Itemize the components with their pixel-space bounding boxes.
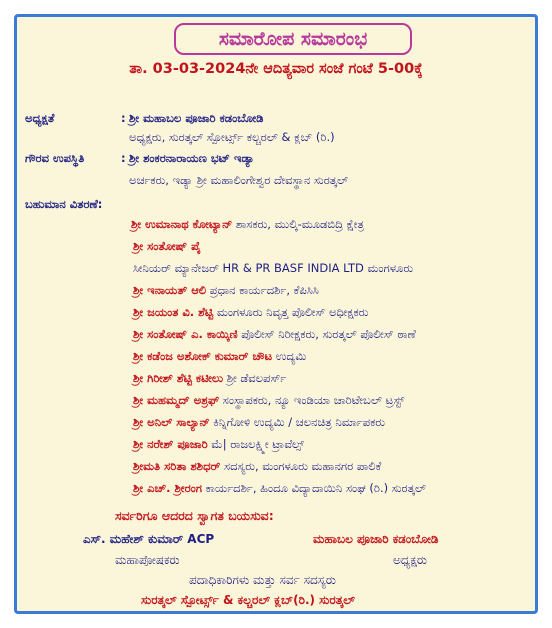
guest-desc: ಕಾರ್ಯದರ್ಶಿ, ಹಿಂದೂ ವಿದ್ಯಾದಾಯಿನಿ ಸಂಘ (ರಿ.) ಸುರತ್ಕಲ್	[201, 481, 427, 495]
guest-desc: ಸೀನಿಯರ್ ಮ್ಯಾನೇಜರ್ HR & PR BASF INDIA LTD ಮಂಗಳೂರು	[133, 261, 414, 275]
host-left-name-line	[83, 532, 214, 547]
guest-name: ಶ್ರೀ ನರೇಶ್ ಪೂಜಾರಿ	[133, 437, 208, 451]
welcome-line: ಸರ್ವರಿಗೂ ಆದರದ ಸ್ವಾಗತ ಬಯಸುವ:	[115, 508, 274, 523]
event-title: ಸಮಾರೋಪ ಸಮಾರಂಭ	[174, 23, 412, 55]
prize-label-row	[17, 197, 535, 217]
honorary-name: ಶ್ರೀ ಶಂಕರನಾರಾಯಣ ಭಟ್ ಇಡ್ಯಾ	[129, 151, 255, 165]
guest-name: ಶ್ರೀ ಜಯಂತ ವಿ. ಶೆಟ್ಟಿ	[133, 305, 214, 319]
guest-entry	[133, 415, 385, 430]
guest-entry	[133, 481, 426, 496]
guest-desc: ಪೊಲೀಸ್ ನಿರೀಕ್ಷಕರು, ಸುರತ್ಕಲ್ ಪೊಲೀಸ್ ಠಾಣೆ	[237, 327, 416, 341]
honorary-label: ಗೌರವ ಉಪಸ್ಥಿತಿ	[25, 151, 85, 165]
guest-name: ಶ್ರೀ ಗಿರೀಶ್ ಶೆಟ್ಟಿ ಕಟೀಲು	[133, 371, 224, 385]
presidency-name: ಶ್ರೀ ಮಹಾಬಲ ಪೂಜಾರಿ ಕಡಂಬೋಡಿ	[129, 111, 264, 125]
club-name: ಸುರತ್ಕಲ್ ಸ್ಪೋರ್ಟ್ಸ್ & ಕಲ್ಚರಲ್ ಕ್ಲಬ್(ರಿ.) ಸುರತ್ಕಲ್	[141, 593, 355, 607]
presidency-desc: ಅಧ್ಯಕ್ಷರು, ಸುರತ್ಕಲ್ ಸ್ಪೋರ್ಟ್ಸ್ ಕಲ್ಚರಲ್ & ಕ್ಲಬ್ (ರಿ.)	[129, 130, 335, 144]
honorary-row	[17, 151, 535, 171]
guest-desc: ಸದಸ್ಯರು, ಮಂಗಳೂರು ಮಹಾನಗರ ಪಾಲಿಕೆ	[220, 459, 382, 473]
guest-entry	[133, 327, 416, 342]
guest-row	[17, 437, 535, 457]
guest-entry	[131, 217, 364, 232]
guest-row	[17, 481, 535, 501]
host-left-rank: ACP	[187, 532, 215, 546]
event-date: ತಾ. 03-03-2024ನೇ ಆದಿತ್ಯವಾರ ಸಂಜೆ ಗಂಟೆ 5-00ಕ್ಕೆ	[129, 61, 423, 77]
guest-entry	[133, 459, 381, 474]
members-line: ಪದಾಧಿಕಾರಿಗಳು ಮತ್ತು ಸರ್ವ ಸದಸ್ಯರು	[189, 573, 336, 587]
guest-name: ಶ್ರೀ ಎಚ್. ಶ್ರೀರಂಗ	[133, 481, 202, 495]
guest-row	[17, 349, 535, 369]
guest-entry	[133, 305, 368, 320]
guest-name: ಶ್ರೀ ಕಡೆಂಜ ಅಶೋಕ್ ಕುಮಾರ್ ಚೌಟ	[133, 349, 273, 363]
guest-name: ಶ್ರೀಮತಿ ಸರಿತಾ ಶಶಿಧರ್	[133, 459, 221, 473]
guest-row	[17, 459, 535, 479]
guest-desc: ಸಂಸ್ಥಾಪಕರು, ನ್ಯೂ ಇಂಡಿಯಾ ಚಾರಿಟೇಬಲ್ ಟ್ರಸ್ಟ್	[219, 393, 405, 407]
guest-row	[17, 305, 535, 325]
guest-name: ಶ್ರೀ ಮಹಮ್ಮದ್ ಅಶ್ರಫ್	[133, 393, 220, 407]
guest-desc: ಮಂಗಳೂರು ನಿವೃತ್ತ ಪೊಲೀಸ್ ಅಧೀಕ್ಷಕರು	[213, 305, 369, 319]
guest-entry	[133, 393, 404, 408]
guest-desc: ಉದ್ಯಮಿ	[272, 349, 307, 363]
guest-row	[17, 261, 535, 281]
guest-row	[17, 415, 535, 435]
honorary-desc-row	[17, 173, 535, 193]
invitation-card	[14, 14, 538, 614]
guest-desc: ಮೆ| ರಾಜಲಕ್ಷ್ಮೀ ಟ್ರಾವೆಲ್ಸ್	[207, 437, 305, 451]
honorary-desc: ಅರ್ಚಕರು, ಇಡ್ಯಾ ಶ್ರೀ ಮಹಾಲಿಂಗೇಶ್ವರ ದೇವಸ್ಥಾನ ಸುರತ್ಕಲ್	[129, 173, 349, 187]
guest-name: ಶ್ರೀ ಇನಾಯತ್ ಆಲಿ	[133, 283, 207, 297]
guest-row	[17, 283, 535, 303]
colon: :	[121, 111, 126, 125]
guest-row	[17, 371, 535, 391]
colon: :	[121, 151, 126, 165]
guest-row	[17, 393, 535, 413]
guest-name: ಶ್ರೀ ಸಂತೋಷ್ ಎ. ಕಾಯ್ಕಿಣಿ	[133, 327, 238, 341]
guest-entry	[133, 239, 201, 254]
guest-desc: ಶ್ರೀ ಡೆವಲಪರ್ಸ್	[223, 371, 287, 385]
guest-entry	[133, 371, 286, 386]
guest-entry	[133, 437, 304, 452]
guest-row	[17, 239, 535, 259]
guest-name: ಶ್ರೀ ಉಮಾನಾಥ ಕೋಟ್ಯಾನ್	[131, 217, 233, 231]
host-left-role: ಮಹಾಪೋಷಕರು	[115, 553, 180, 567]
prize-label: ಬಹುಮಾನ ವಿತರಣೆ:	[25, 197, 103, 211]
presidency-row	[17, 111, 535, 131]
guest-row	[17, 327, 535, 347]
guest-row	[17, 217, 535, 237]
guest-entry	[133, 283, 319, 298]
guest-desc: ಪ್ರಧಾನ ಕಾರ್ಯದರ್ಶಿ, ಕೆಪಿಸಿಸಿ	[206, 283, 319, 297]
presidency-label: ಅಧ್ಯಕ್ಷತೆ	[25, 111, 55, 125]
guest-desc: ಶಾಸಕರು, ಮುಲ್ಕಿ-ಮೂಡಬಿದ್ರಿ ಕ್ಷೇತ್ರ	[232, 217, 364, 231]
guest-name: ಶ್ರೀ ಸಂತೋಷ್ ಪೈ	[133, 239, 201, 253]
guest-entry	[133, 261, 413, 276]
host-left-name: ಎಸ್. ಮಹೇಶ್ ಕುಮಾರ್	[83, 532, 184, 546]
guest-name: ಶ್ರೀ ಅನಿಲ್ ಸಾಲ್ಯಾನ್	[133, 415, 210, 429]
presidency-desc-row	[17, 130, 535, 150]
guest-entry	[133, 349, 306, 364]
guest-desc: ಕಿನ್ನಿಗೋಳಿ ಉದ್ಯಮಿ / ಚಲನಚಿತ್ರ ನಿರ್ಮಾಪಕರು	[209, 415, 386, 429]
host-right-name: ಮಹಾಬಲ ಪೂಜಾರಿ ಕಡಂಬೋಡಿ	[313, 532, 439, 546]
host-right-role: ಅಧ್ಯಕ್ಷರು	[393, 553, 427, 567]
